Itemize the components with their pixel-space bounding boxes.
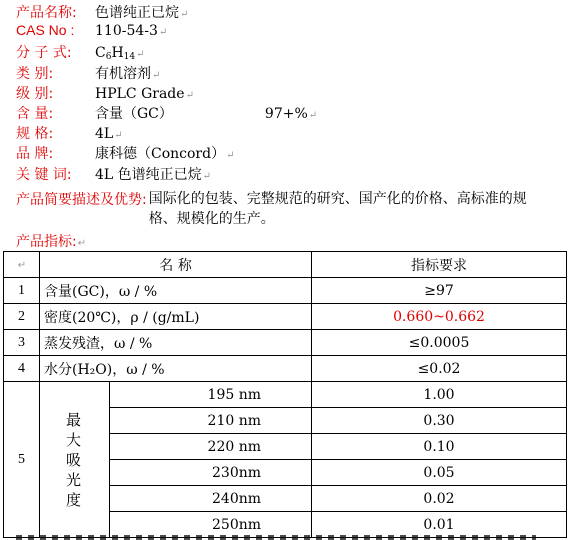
header-name: 名 称	[40, 252, 312, 278]
row-no: 3	[4, 330, 40, 356]
table-row	[4, 382, 567, 408]
keyword-value: 4L 色谱纯正已烷	[95, 166, 202, 183]
row-name: 密度(20℃)，ρ / (g/mL)	[40, 304, 312, 330]
row-name: 水分(H₂O)，ω / %	[40, 356, 312, 382]
product-info	[16, 2, 566, 184]
wavelength: 230nm	[110, 460, 312, 486]
spec-value: 4L	[95, 126, 114, 143]
absorbance-value: 0.10	[312, 434, 567, 460]
wavelength: 195 nm	[110, 382, 312, 408]
grade-value: HPLC Grade	[95, 85, 185, 102]
row-no: 1	[4, 278, 40, 304]
spec-label: 规 格:	[16, 126, 54, 143]
grade-row: 级 别: HPLC Grade ↵	[16, 83, 566, 103]
wavelength: 240nm	[110, 486, 312, 512]
row-req: 0.660~0.662	[312, 304, 567, 330]
header-requirement: 指标要求	[312, 252, 567, 278]
spec-row: 规 格: 4L ↵	[16, 123, 566, 143]
table-header: ↵ 名 称 指标要求	[4, 252, 567, 278]
cas-value: 110-54-3	[95, 23, 158, 40]
keyword-row: 关 键 词: 4L 色谱纯正已烷 ↵	[16, 164, 566, 184]
row-no: 4	[4, 356, 40, 382]
absorbance-value: 0.05	[312, 460, 567, 486]
product-name-row: 产品名称: 色谱纯正已烷 ↵	[16, 2, 566, 22]
cut-off-text-line	[16, 535, 536, 540]
row-req: ≤0.0005	[312, 330, 567, 356]
description-text: 国际化的包装、完整规范的研究、国产化的价格、高标准的规格、规模化的生产。	[148, 191, 527, 227]
absorbance-value: 0.02	[312, 486, 567, 512]
content-value: 含量（GC）	[95, 105, 173, 122]
product-name-label: 产品名称:	[16, 5, 77, 21]
keyword-label: 关 键 词:	[16, 166, 72, 183]
category-value: 有机溶剂	[95, 65, 151, 82]
content-row: 含 量: 含量（GC） 97+% ↵	[16, 103, 566, 123]
spec-title: 产品指标:↵	[16, 234, 87, 250]
wavelength: 250nm	[110, 512, 312, 538]
absorbance-value: 1.00	[312, 382, 567, 408]
description-label: 产品简要描述及优势:	[16, 192, 147, 208]
table-row	[4, 304, 567, 330]
cas-label: CAS No :	[16, 22, 75, 39]
grade-label: 级 别:	[16, 85, 54, 102]
absorbance-label: 最 大 吸 光 度	[40, 382, 110, 538]
table-row	[4, 278, 567, 304]
formula-row: 分 子 式: $C_6H_{14}$ ↵	[16, 42, 566, 62]
product-description	[16, 189, 569, 229]
spec-table	[3, 251, 567, 538]
content-purity: 97+%	[264, 105, 308, 122]
row-req: ≥97	[312, 278, 567, 304]
formula-value: $C_6H_{14}$	[95, 45, 136, 63]
wavelength: 210 nm	[110, 408, 312, 434]
formula-label: 分 子 式:	[16, 45, 72, 62]
brand-value: 康科德（Concord）	[95, 146, 226, 163]
table-row	[4, 330, 567, 356]
wavelength: 220 nm	[110, 434, 312, 460]
row-name: 蒸发残渣，ω / %	[40, 330, 312, 356]
brand-label: 品 牌:	[16, 146, 54, 163]
product-name-value: 色谱纯正已烷	[95, 5, 179, 21]
row-no: 5	[4, 382, 40, 538]
category-row: 类 别: 有机溶剂 ↵	[16, 63, 566, 83]
row-no: 2	[4, 304, 40, 330]
row-name: 含量(GC)，ω / %	[40, 278, 312, 304]
absorbance-value: 0.01	[312, 512, 567, 538]
row-req: ≤0.02	[312, 356, 567, 382]
cas-row: CAS No : 110-54-3 ↵	[16, 22, 168, 40]
content-label: 含 量:	[16, 105, 54, 122]
absorbance-value: 0.30	[312, 408, 567, 434]
category-label: 类 别:	[16, 65, 54, 82]
brand-row: 品 牌: 康科德（Concord） ↵	[16, 143, 566, 163]
table-row	[4, 356, 567, 382]
